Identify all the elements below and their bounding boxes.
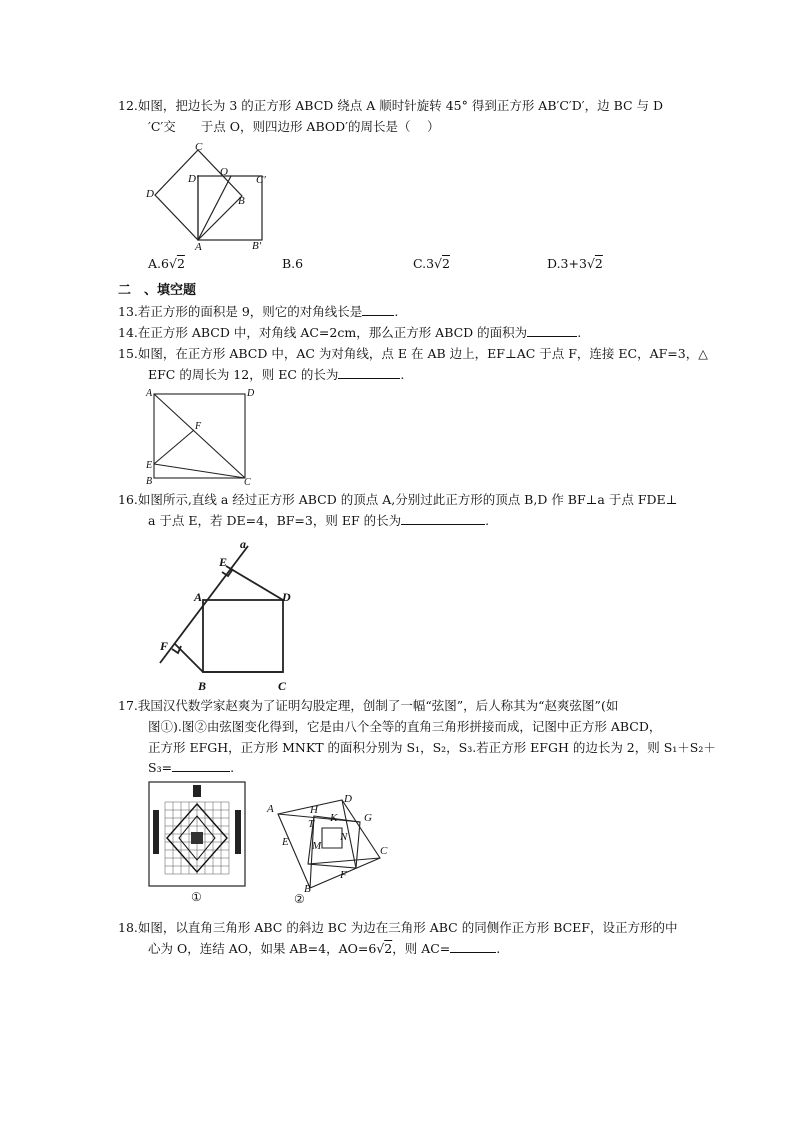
q15-line1: 15.如图，在正方形 ABCD 中，AC 为对角线，点 E 在 AB 边上，EF⊥AC 于点 F，连接 EC，AF=3，△ — [118, 346, 708, 361]
q15-label-c: C — [244, 477, 251, 486]
q17-figure2 — [264, 792, 394, 906]
q17-fig2-label-c: C — [380, 845, 388, 857]
q12-option-c[interactable]: C.3√2 — [413, 256, 450, 271]
q15-label-a: A — [146, 388, 153, 399]
q17-fig2-caption: ② — [294, 892, 305, 906]
q16-label-d: D — [282, 590, 291, 604]
q16-label-a-line: a — [240, 538, 246, 551]
q17-fig2-label-d: D — [344, 793, 352, 805]
q17-fig2-label-b: B — [304, 883, 311, 895]
q16-label-f: F — [160, 639, 169, 653]
section-title: 二 、填空题 — [118, 283, 197, 298]
q14: 14.在正方形 ABCD 中，对角线 AC=2cm，那么正方形 ABCD 的面积为 . — [118, 325, 582, 340]
q17-line2: 图①).图②由弦图变化得到，它是由八个全等的直角三角形拼接而成，记图中正方形 ABCD， — [148, 719, 662, 734]
q12-label-bprime: B′ — [252, 240, 262, 250]
q12-line2: ′C′交 于点 O，则四边形 ABOD′的周长是（ ） — [148, 119, 440, 134]
q15-answer-blank[interactable] — [338, 366, 400, 379]
q12-figure — [142, 140, 282, 254]
q15-line2: EFC 的周长为 12，则 EC 的长为 . — [148, 367, 405, 382]
q16-label-e: E — [219, 555, 228, 569]
q16-line1: 16.如图所示,直线 a 经过正方形 ABCD 的顶点 A,分别过此正方形的顶点 B,D 作 BF⊥a 于点 FDE⊥ — [118, 492, 678, 507]
q12-option-d[interactable]: D.3+3√2 — [547, 256, 603, 271]
q16-figure — [148, 538, 318, 698]
q17-figure1-chord-diagram — [147, 780, 247, 904]
q17-fig2-label-e: E — [282, 836, 289, 848]
q17-fig2-label-f: F — [340, 869, 347, 881]
q15-label-b: B — [146, 476, 153, 486]
q12-line1: 12.如图，把边长为 3 的正方形 ABCD 绕点 A 顺时针旋转 45° 得到正方形 AB′C′D′，边 BC 与 D — [118, 98, 664, 113]
q17-fig2-label-a: A — [267, 803, 274, 815]
q13-answer-blank[interactable] — [362, 303, 394, 316]
q16-label-a: A — [194, 590, 203, 604]
q16-line2: a 于点 E，若 DE=4，BF=3，则 EF 的长为 . — [148, 513, 490, 528]
q15-label-d: D — [247, 388, 255, 399]
q17-fig2-label-k: K — [330, 812, 338, 824]
q12-label-c: C — [195, 141, 203, 153]
q16-answer-blank[interactable] — [401, 512, 485, 525]
q17-fig2-label-m: M — [312, 840, 322, 852]
q12-label-o: O — [220, 166, 228, 178]
q17-fig2-label-g: G — [364, 812, 372, 824]
q12-option-b[interactable]: B.6 — [282, 256, 304, 271]
q18-line1: 18.如图，以直角三角形 ABC 的斜边 BC 为边在三角形 ABC 的同侧作正方形 BCEF，设正方形的中 — [118, 920, 678, 935]
q17-fig1-caption: ① — [191, 890, 202, 904]
q12-option-a[interactable]: A.6√2 — [148, 256, 185, 271]
q18-line2: 心为 O，连结 AO，如果 AB=4，AO=6√2，则 AC= . — [148, 941, 501, 956]
q12-label-a: A — [195, 241, 202, 250]
q15-label-f: F — [195, 421, 202, 432]
q15-label-e: E — [146, 460, 153, 471]
q16-label-b: B — [198, 679, 207, 693]
q17-fig2-label-h: H — [310, 804, 318, 816]
q16-label-c: C — [278, 679, 287, 693]
q13: 13.若正方形的面积是 9，则它的对角线长是 . — [118, 304, 399, 319]
q17-fig2-label-t: T — [308, 818, 315, 830]
q17-line1: 17.我国汉代数学家赵爽为了证明勾股定理，创制了一幅“弦图”，后人称其为“赵爽弦图”(如 — [118, 698, 619, 713]
q17-line4: S₃= . — [148, 760, 235, 775]
q17-answer-blank[interactable] — [172, 759, 230, 772]
q14-answer-blank[interactable] — [527, 324, 577, 337]
q17-line3: 正方形 EFGH，正方形 MNKT 的面积分别为 S₁，S₂，S₃.若正方形 EFGH 的边长为 2，则 S₁＋S₂＋ — [148, 740, 716, 755]
q12-label-b: B — [238, 195, 245, 207]
q12-label-dprime: D′ — [188, 173, 199, 185]
q18-answer-blank[interactable] — [450, 940, 496, 953]
q15-figure — [140, 384, 265, 490]
q17-fig2-label-n: N — [340, 831, 348, 843]
q12-label-d: D — [146, 188, 154, 200]
q12-label-cprime: C′ — [256, 174, 266, 186]
